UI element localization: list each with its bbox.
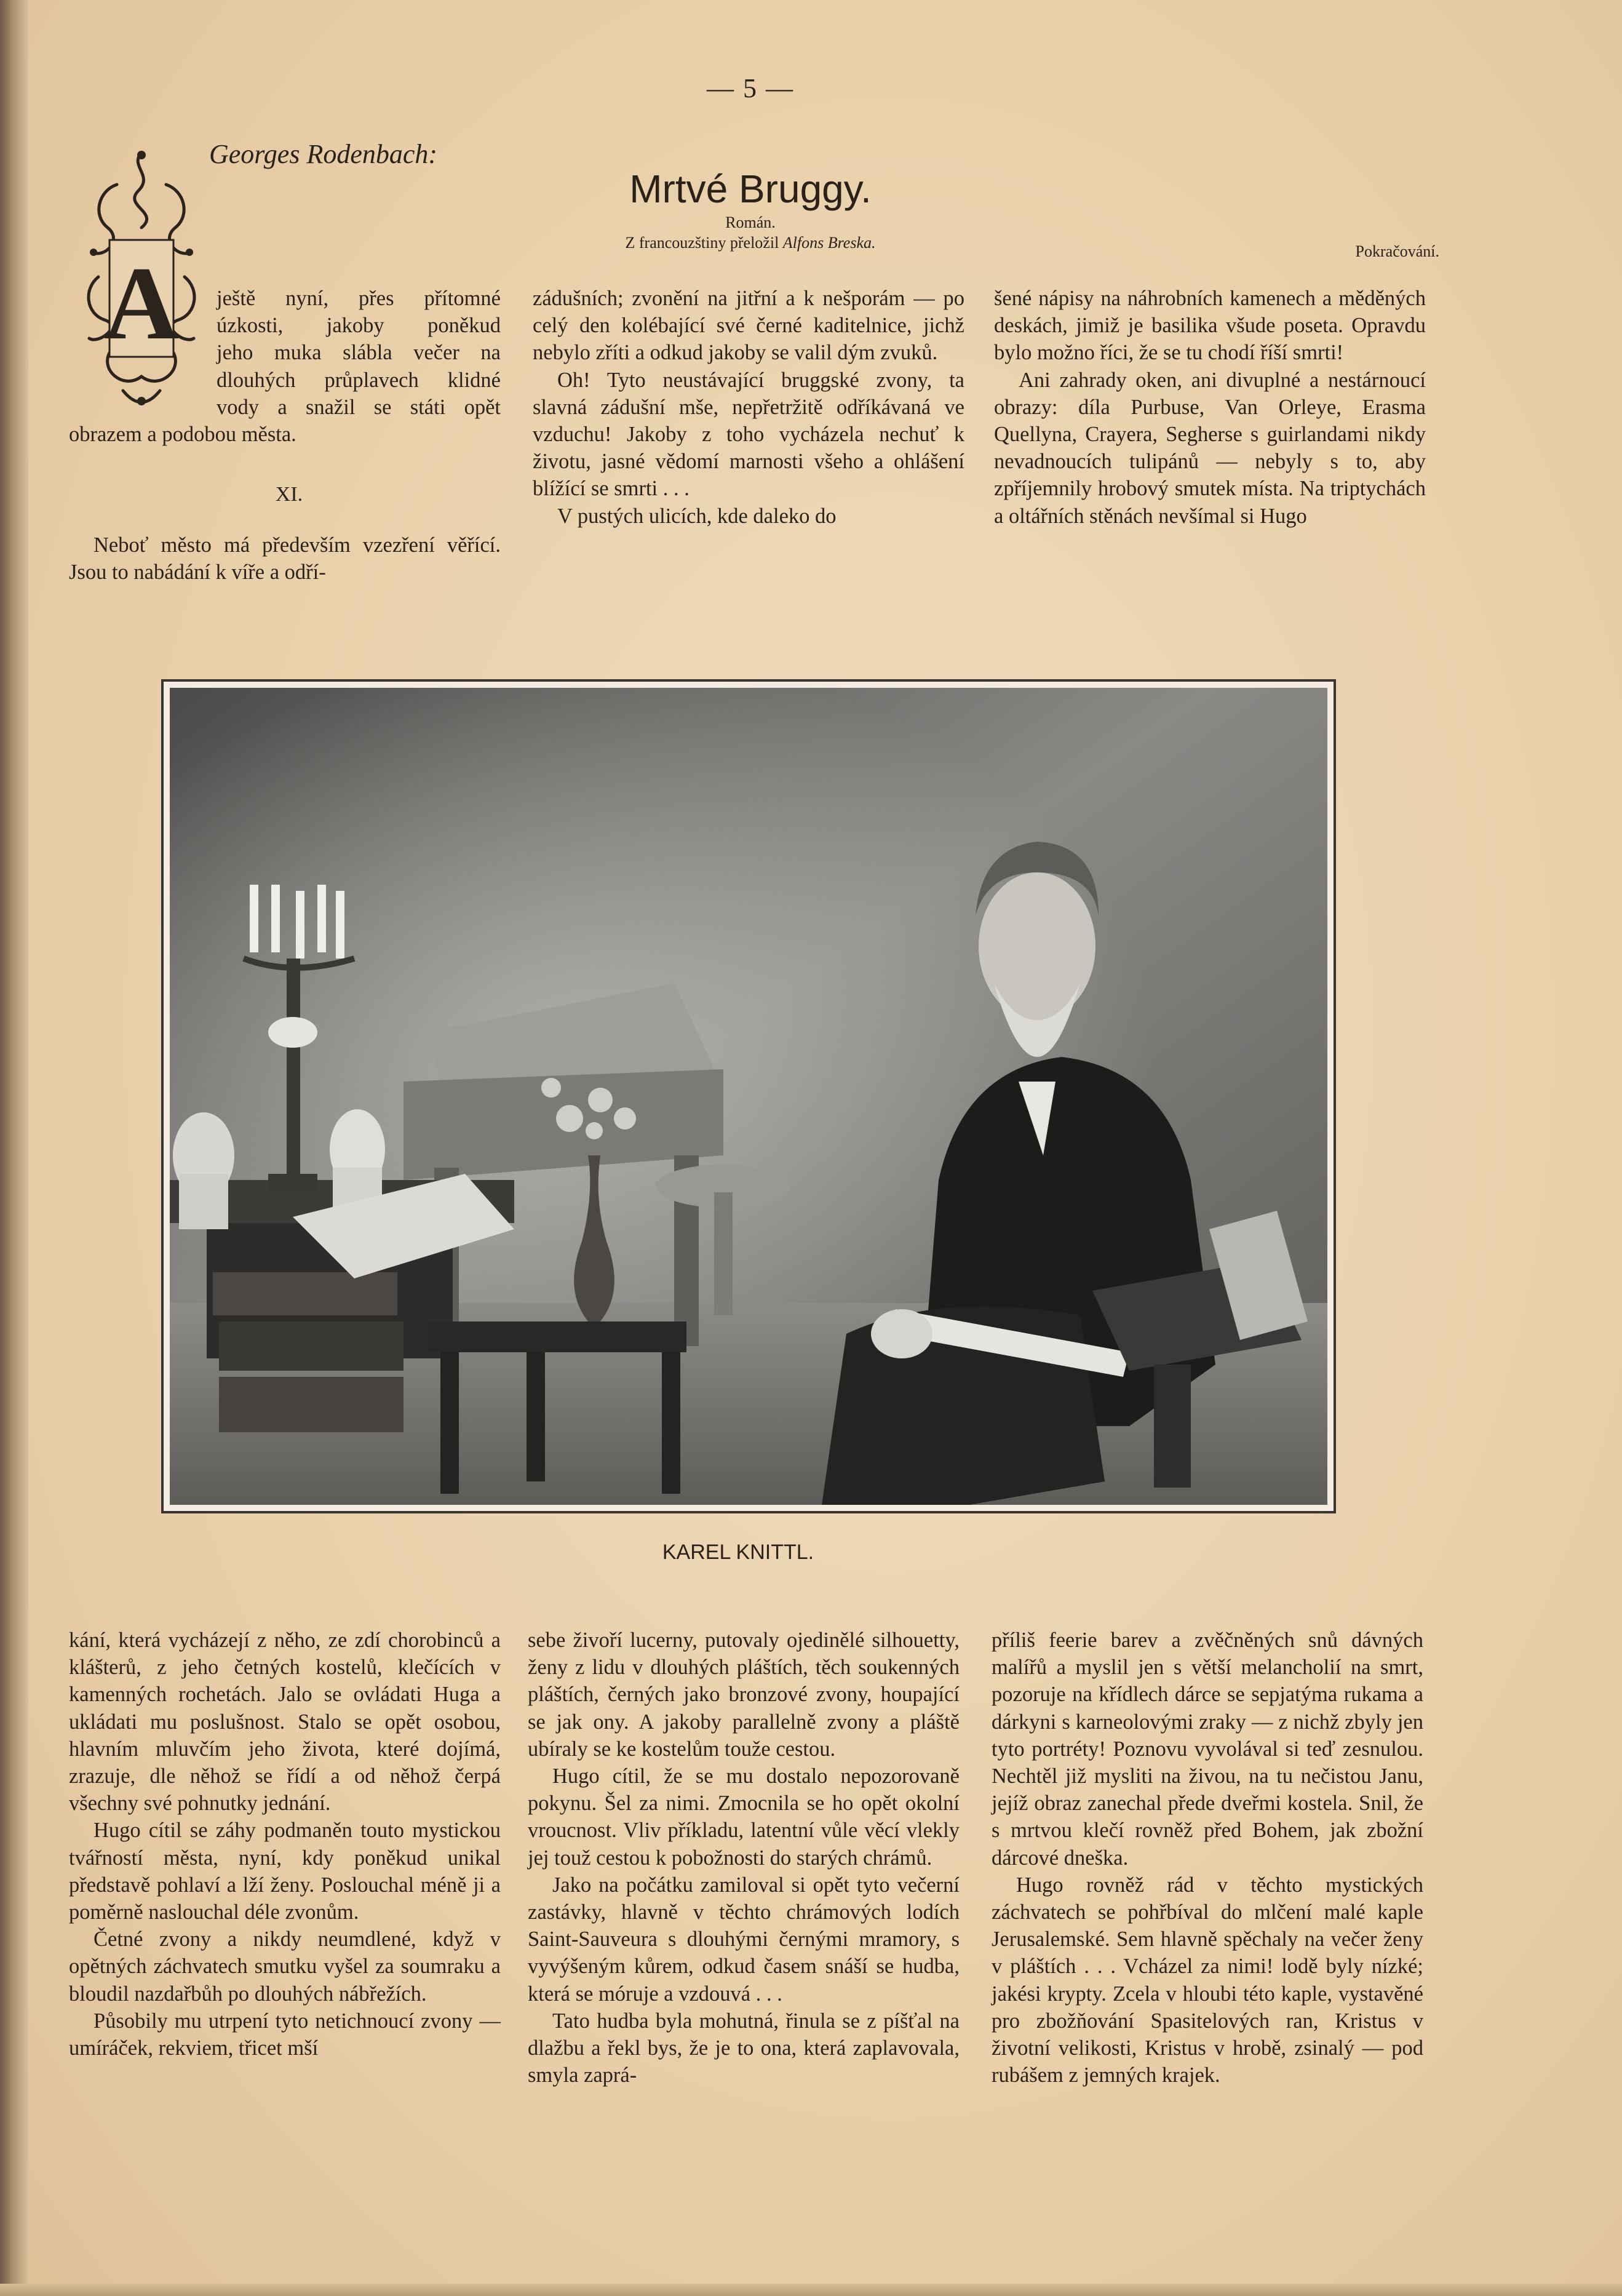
author-name: Georges Rodenbach: [209, 139, 438, 169]
photo-caption: KAREL KNITTL. [662, 1541, 814, 1564]
dropcap-letter: A [103, 245, 180, 361]
paragraph: Oh! Tyto neustávající bruggské zvony, ta slavná zádušní mše, nepřetržitě odříkávaná ve vzduchu! Jakoby z toho vycházela nechuť k životu, jasné vědomí marnosti všeho a ohlášení blížící se smrti . . . [533, 368, 964, 501]
continued-note: Pokračování. [1355, 242, 1439, 260]
translator-line [504, 234, 996, 252]
photo-illustration [170, 688, 1327, 1505]
top-column-1-full-line [69, 421, 501, 448]
book-binding-edge [0, 0, 28, 2296]
full-width-line: obrazem a podobou města. [69, 423, 296, 446]
paragraph: sebe živoří lucerny, putovaly ojedinělé silhouetty, ženy z lidu v dlouhých pláštích, těch soukenných pláštích, černých jako bronzové zvony, houpající se jak ony. A jakoby parallelně zvony a pláště ubíraly se ke kostelům touže cestou. [528, 1628, 960, 1761]
paragraph: Hugo rovněž rád v těchto mystických záchvatech se pohřbíval do mlčení malé kaple Jerusalemské. Sem hlavně spěchaly na večer ženy v pláštích . . . Vcházel za nimi! lodě byly nízké; jakési krypty. Zcela v hloubi této kaple, vystavěné pro zbožňování Spasitelových ran, Kristus v životní velikosti, Kristus v hrobě, zsinalý — pod rubášem z jemných krajek. [992, 1873, 1423, 2087]
paragraph: příliš feerie barev a zvěčněných snů dávných malířů a myslil jen s větší melancholií na smrt, pozoruje na křídlech dárce se sepjatýma rukama a dárkyni s karneolovými zraky — z nichž zbyly jen tyto portréty! Poznovu vyvolával si teď zesnulou. Nechtěl již mysliti na živou, na tu nečistou Janu, jejíž obraz zanechal přede dveřmi kostela. Snil, že s mrtvou klečí rovněž před Bohem, jak zbožní dárcové dneška. [992, 1628, 1423, 1870]
page-bottom-edge [0, 2284, 1622, 2296]
bottom-column-2 [528, 1627, 960, 2089]
paragraph: kání, která vycházejí z něho, ze zdí chorobinců a klášterů, z jeho četných kostelů, klečících v kamenných rochetách. Jalo se ovládati Huga a ukládati mu poslušnost. Stalo se opět osobou, hlavním mluvčím jeho života, které dojímá, zrazuje, dle něhož se řídí a od něhož čerpá všechny své pohnutky jednání. [69, 1628, 501, 1816]
paragraph: Jako na počátku zamiloval si opět tyto večerní zastávky, hlavně v těchto chrámových lodích Saint-Sauveura s dlouhými černými mramory, s vyvýšeným kůrem, odkud časem snáší se hudba, která se móruje a vzdouvá . . . [528, 1873, 960, 2006]
paragraph: zádušních; zvonění na jitřní a k nešporám — po celý den kolébající své černé kaditelnice, jichž nebylo zříti a odkud jakoby se valil dým zvuků. [533, 287, 964, 365]
translator-name: Alfons Breska. [782, 234, 876, 252]
paragraph: Hugo cítil se záhy podmaněn touto mystickou tvářností města, nyní, kdy poněkud unikal představě pohlaví a lží ženy. Poslouchal méně ji a poměrně naslouchal déle zvonům. [69, 1819, 501, 1924]
portrait-photograph [161, 679, 1336, 1513]
article-title: Mrtvé Bruggy. [629, 167, 872, 211]
chapter-number: XI. [275, 483, 303, 506]
dropcap-line-3: jeho muka slábla večer na [217, 341, 501, 365]
paragraph: Tato hudba byla mohutná, řinula se z píšťal na dlažbu a řekl bys, že je to ona, která zaplavovala, smyla zaprá- [528, 2009, 960, 2087]
ornamental-dropcap [80, 148, 203, 412]
paragraph: Četné zvony a nikdy neumdlené, když v opětných záchvatech smutku vyšel za soumraku a bloudil nazdařbůh po dlouhých nábřežích. [69, 1927, 501, 2006]
dropcap-line-4: dlouhých průplavech klidné [217, 368, 501, 392]
translator-prefix: Z francouzštiny přeložil [625, 234, 779, 252]
paragraph: Ani zahrady oken, ani divuplné a nestárnoucí obrazy: díla Purbuse, Van Orleye, Erasma Quellyna, Crayera, Segherse s guirlandami nikdy nevadnoucích tulipánů — nebyly s to, aby zpříjemnily hrobový smutek místa. Na triptychách a oltářních stěnách nevšímal si Hugo [994, 368, 1426, 528]
paragraph: Hugo cítil, že se mu dostalo nepozorovaně pokynu. Šel za nimi. Zmocnila se ho opět okolní vroucnost. Vliv příkladu, latentní vůle věcí vlekly jej touž cestou k pobožnosti do starých chrámů. [528, 1764, 960, 1870]
top-column-3 [994, 285, 1426, 530]
dropcap-line-2: úzkosti, jakoby poněkud [217, 314, 501, 338]
paragraph: V pustých ulicích, kde daleko do [557, 504, 837, 528]
dropcap-line-5: vody a snažil se státi opět [217, 395, 501, 419]
bottom-column-1 [69, 1627, 501, 2062]
paragraph: Neboť město má především vzezření věřící. Jsou to nabádání k víře a odří- [69, 533, 501, 584]
paragraph: šené nápisy na náhrobních kamenech a měděných deskách, jimiž je basilika všude poseta. Opravdu bylo možno říci, že se tu chodí říší smrti! [994, 287, 1426, 365]
top-column-1 [217, 285, 501, 421]
paragraph: Působily mu utrpení tyto netichnoucí zvony — umíráček, rekviem, třicet mší [69, 2009, 501, 2060]
bottom-column-3 [992, 1627, 1423, 2089]
top-column-2 [533, 285, 964, 530]
page-number: — 5 — [707, 73, 794, 103]
article-subtitle: Román. [725, 213, 776, 231]
dropcap-line-1: ještě nyní, přes přítomné [217, 287, 501, 310]
top-column-1-para [69, 532, 501, 586]
